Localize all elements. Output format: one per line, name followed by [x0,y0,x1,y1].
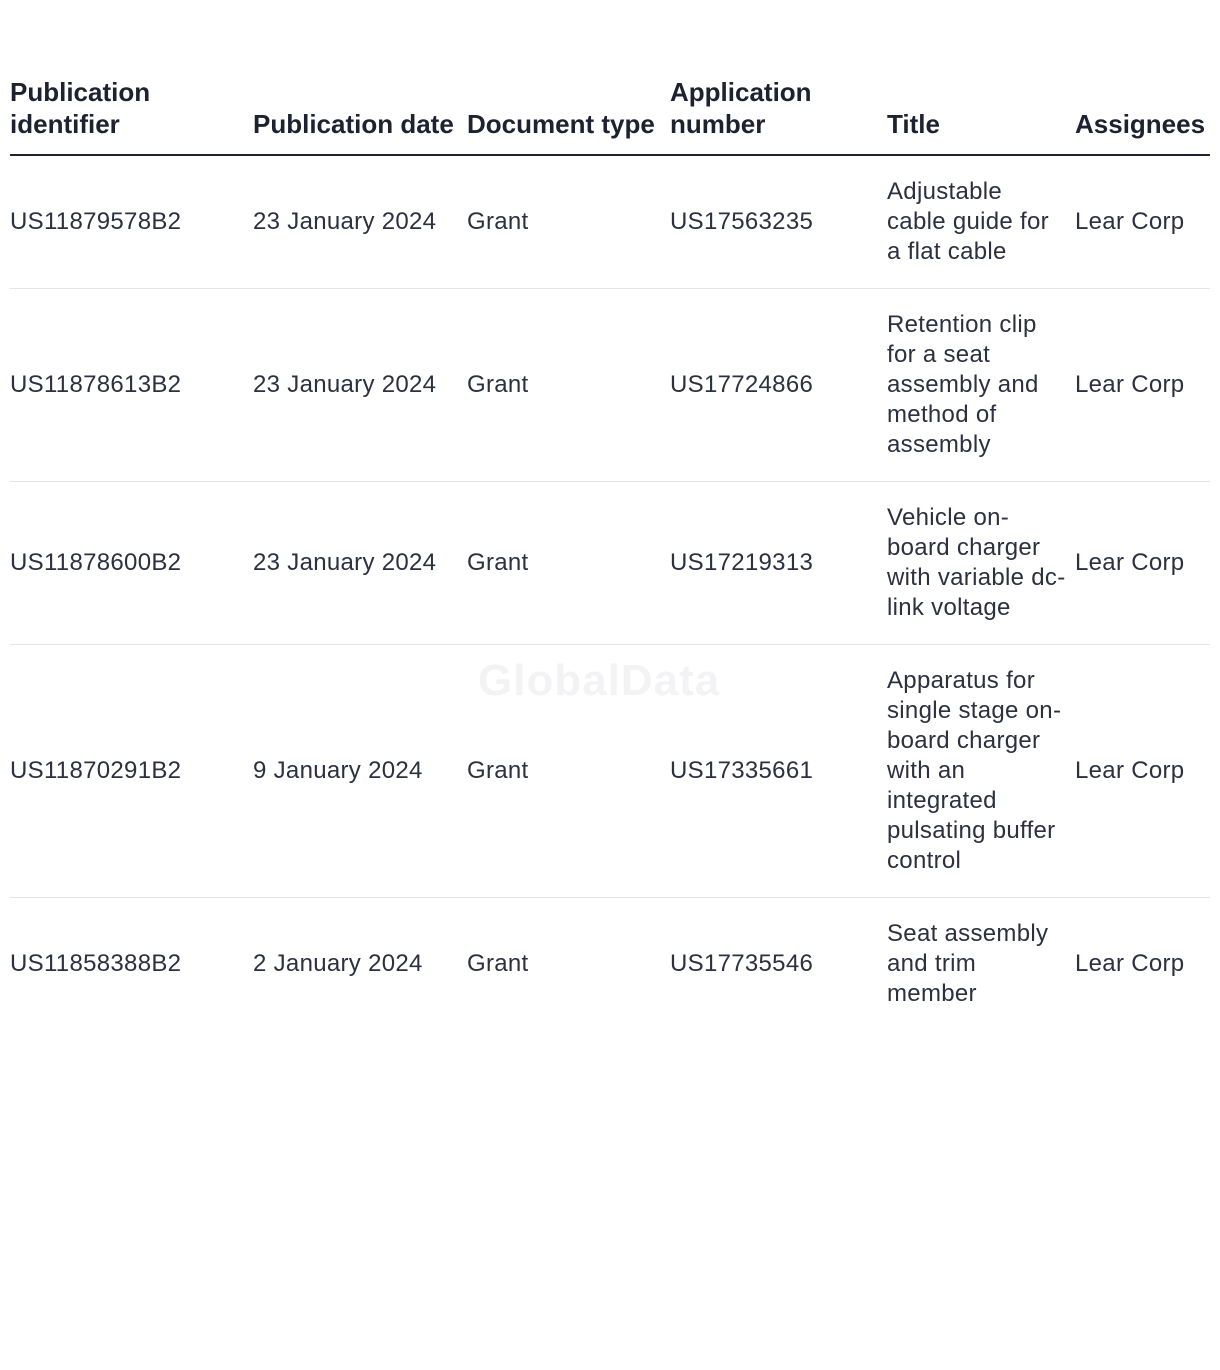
header-publication-date: Publication date [253,62,467,155]
patents-table-container [10,62,1210,1030]
table-row [10,482,1210,645]
header-document-type: Document type [467,62,670,155]
cell-assignees: Lear Corp [1075,155,1210,289]
cell-application-number: US17724866 [670,289,887,482]
table-row [10,155,1210,289]
table-row [10,898,1210,1031]
cell-application-number: US17219313 [670,482,887,645]
table-header [10,62,1210,155]
cell-title: Retention clip for a seat assembly and method of assembly [887,289,1075,482]
cell-title: Vehicle on-board charger with variable dc-link voltage [887,482,1075,645]
cell-publication-identifier: US11878613B2 [10,289,253,482]
header-row [10,62,1210,155]
cell-publication-identifier: US11858388B2 [10,950,182,977]
table-row [10,289,1210,482]
cell-publication-date: 9 January 2024 [253,645,467,898]
cell-document-type: Grant [467,155,670,289]
cell-application-number: US17335661 [670,645,887,898]
cell-title: Seat assembly and trim member [887,920,1049,1007]
watermark-logo: GlobalData [478,656,721,705]
cell-publication-identifier: US11878600B2 [10,482,253,645]
header-title: Title [887,62,1075,155]
cell-assignees: Lear Corp [1075,289,1210,482]
cell-assignees: Lear Corp [1075,950,1185,977]
header-assignees: Assignees [1075,62,1210,155]
cell-document-type: Grant [467,482,670,645]
cell-document-type: Grant [467,645,670,898]
table-body [10,155,1210,1030]
cell-publication-date: 23 January 2024 [253,482,467,645]
cell-assignees: Lear Corp [1075,645,1210,898]
patents-table [10,62,1210,1030]
cell-application-number: US17735546 [670,950,814,977]
cell-title: Adjustable cable guide for a flat cable [887,155,1075,289]
cell-publication-date: 2 January 2024 [253,950,423,977]
cell-publication-date: 23 January 2024 [253,155,467,289]
table-row [10,645,1210,898]
cell-assignees: Lear Corp [1075,482,1210,645]
cell-publication-identifier: US11879578B2 [10,155,253,289]
cell-title: Apparatus for single stage on-board charger with an integrated pulsating buffer control [887,645,1075,898]
cell-document-type: Grant [467,289,670,482]
cell-publication-identifier: US11870291B2 [10,645,253,898]
header-application-number: Application number [670,62,887,155]
cell-application-number: US17563235 [670,155,887,289]
cell-publication-date: 23 January 2024 [253,289,467,482]
header-publication-identifier: Publication identifier [10,62,253,155]
cell-document-type: Grant [467,950,529,977]
